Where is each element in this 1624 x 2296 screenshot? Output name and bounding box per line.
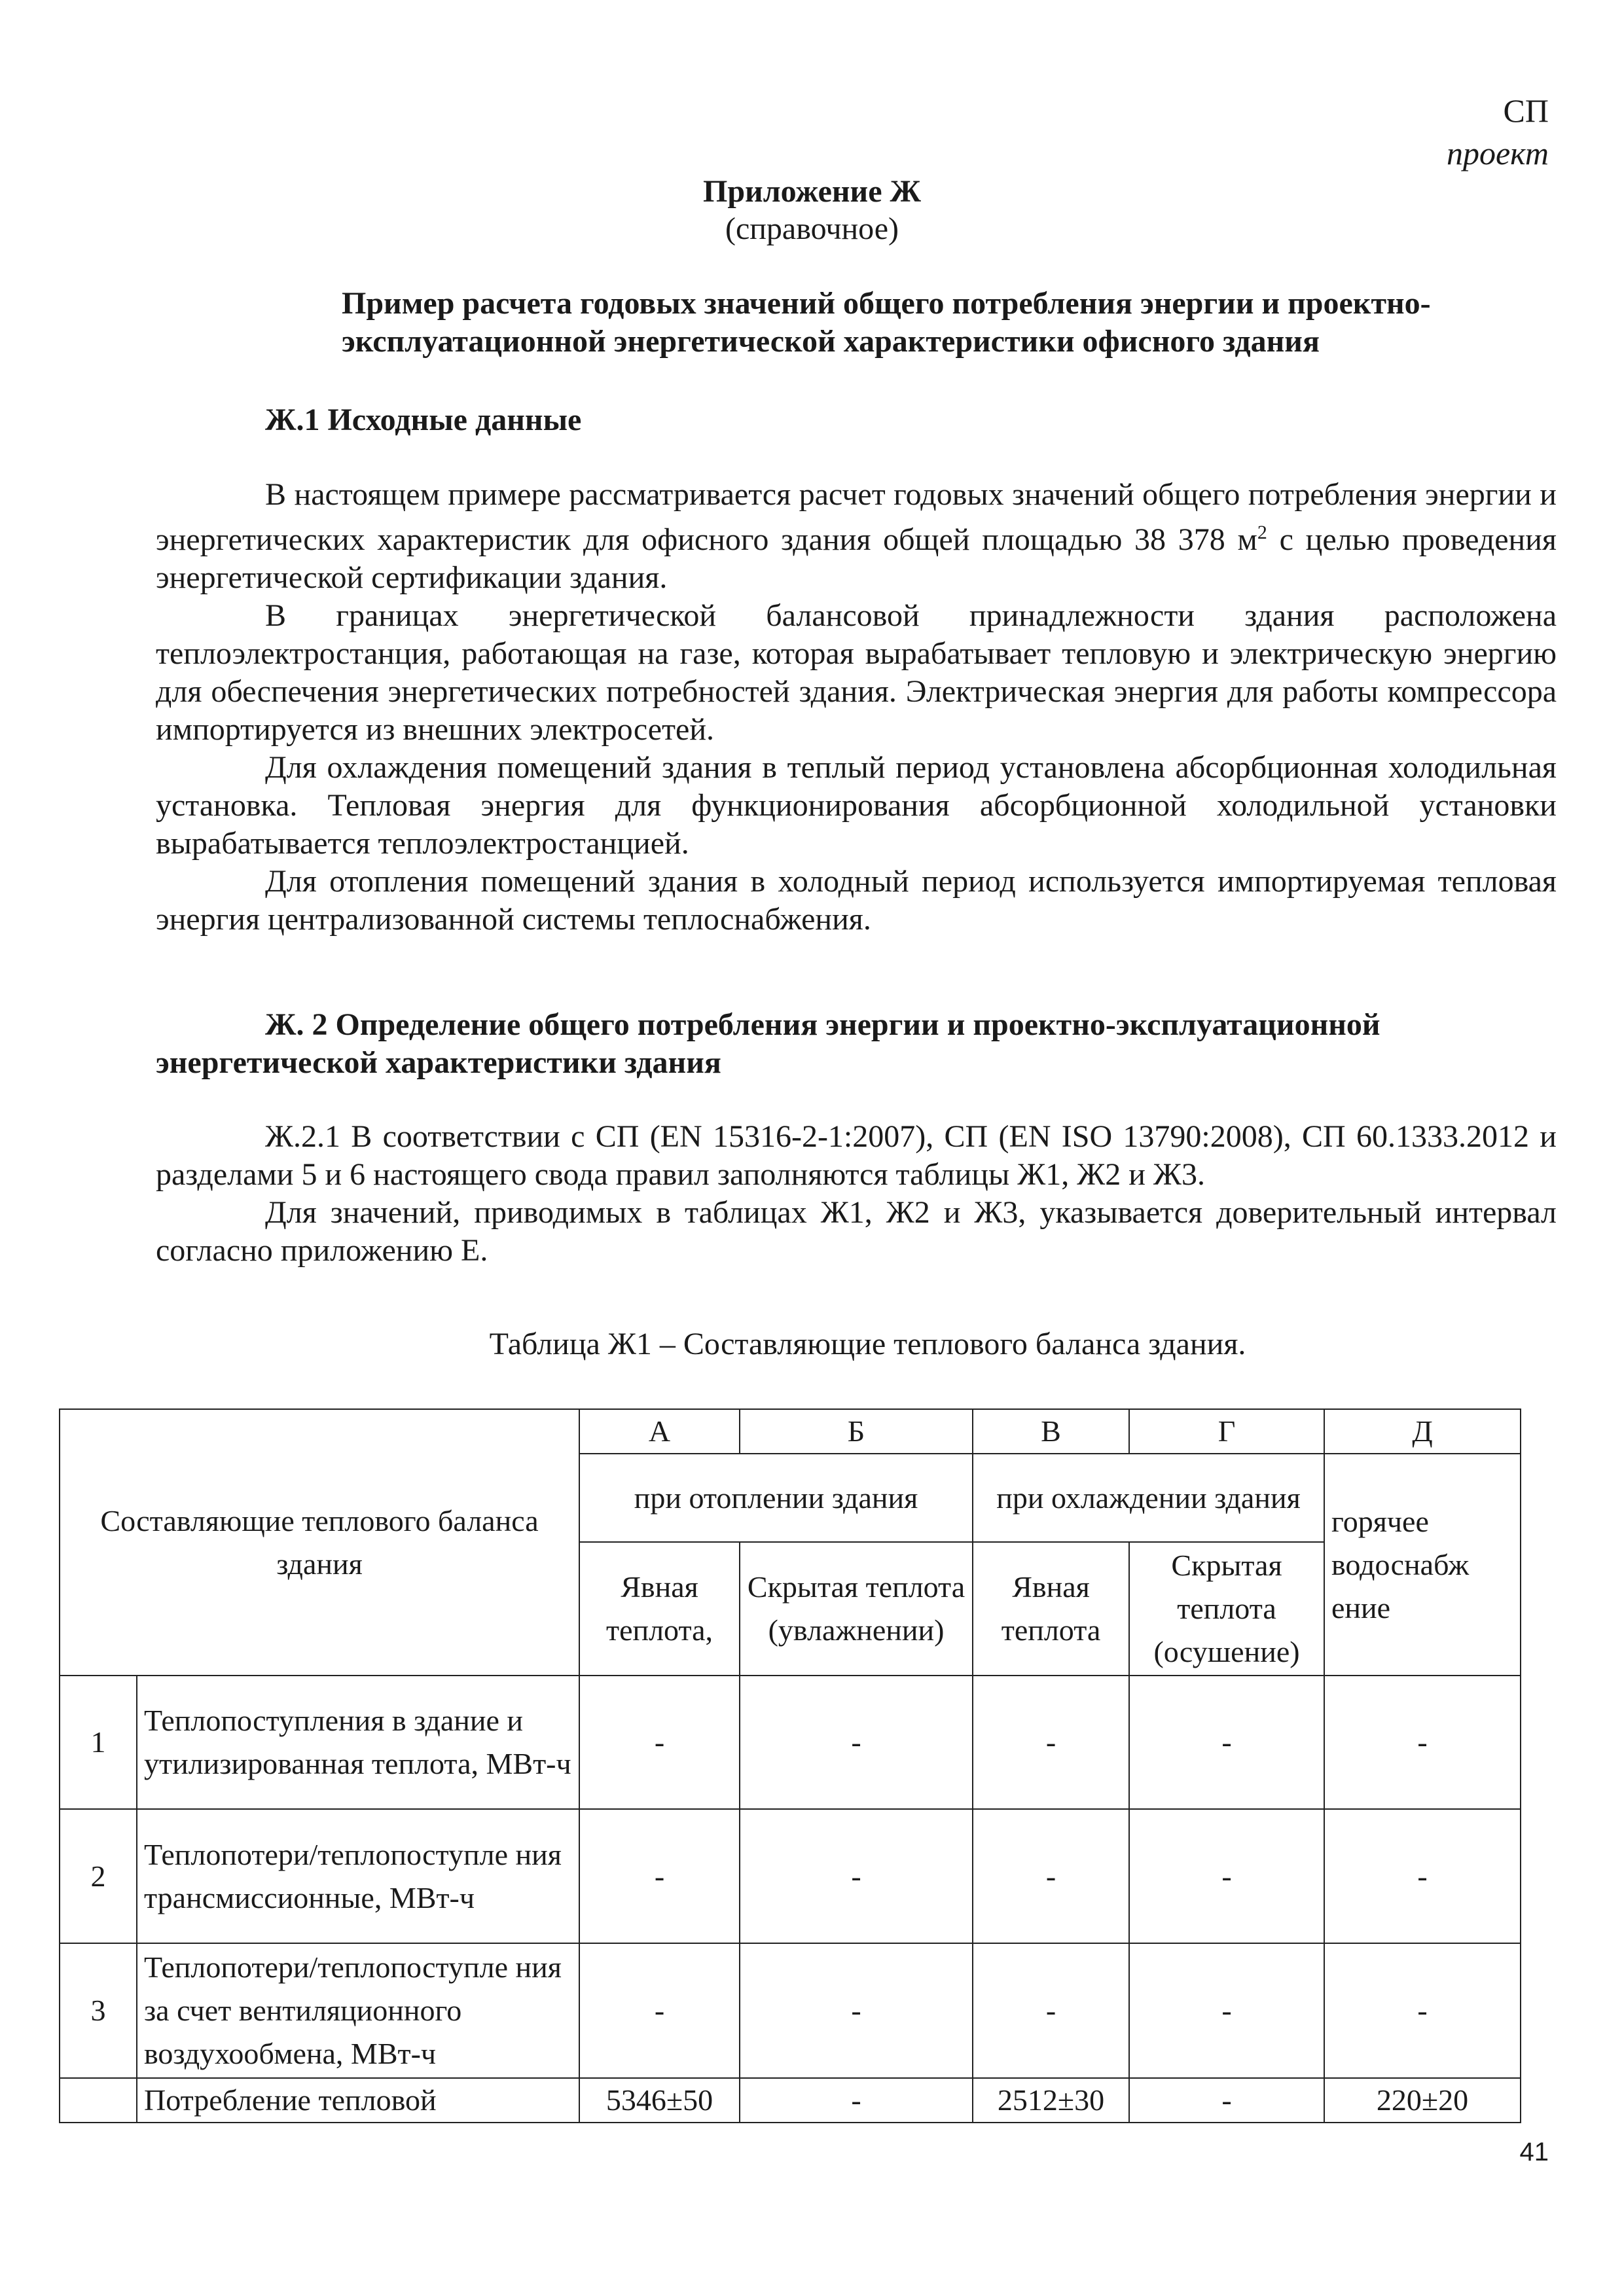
cell: 2512±30 [973, 2078, 1129, 2123]
cell: - [1129, 2078, 1324, 2123]
sub-header: Скрытая теплота (увлажнении) [740, 1542, 973, 1676]
sub-header: Явная теплота [973, 1542, 1129, 1676]
column-letter: Г [1129, 1409, 1324, 1454]
table-header-row [60, 1409, 1521, 1454]
column-letter: Б [740, 1409, 973, 1454]
appendix-subtitle: (справочное) [725, 211, 899, 246]
header-code: СП [1503, 92, 1549, 129]
paragraph: Для значений, приводимых в таблицах Ж1, Ж2 и Ж3, указывается доверительный интервал согласно приложению Е. [156, 1195, 1557, 1268]
table-row [60, 1676, 1521, 1809]
row-label: Теплопотери/теплопоступле ния за счет вентиляционного воздухообмена, МВт-ч [137, 1943, 579, 2078]
cell: - [973, 1809, 1129, 1943]
cell: - [1129, 1676, 1324, 1809]
group-heating: при отоплении здания [579, 1454, 973, 1542]
table-row [60, 1809, 1521, 1943]
paragraph: Ж.2.1 В соответствии с СП (EN 15316-2-1:2007), СП (EN ISO 13790:2008), СП 60.1333.2012 и разделами 5 и 6 настоящего свода правил заполняются таблицы Ж1, Ж2 и Ж3. [156, 1119, 1557, 1192]
cell: - [973, 1943, 1129, 2078]
header-status: проект [1446, 135, 1549, 171]
cell: - [1324, 1809, 1521, 1943]
sub-header: Скрытая теплота (осушение) [1129, 1542, 1324, 1676]
row-number [60, 2078, 137, 2123]
appendix-title: Приложение Ж [703, 174, 921, 209]
group-hot-water: горячее водоснабж ение [1324, 1454, 1521, 1676]
cell: - [579, 1809, 740, 1943]
paragraph [156, 476, 1557, 597]
document-title: Пример расчета годовых значений общего потребления энергии и проектно-эксплуатационной энергетической характеристики офисного здания [342, 286, 1431, 359]
paragraph: Для отопления помещений здания в холодный период используется импортируемая тепловая энергия централизованной системы теплоснабжения. [156, 864, 1557, 937]
row-label: Теплопоступления в здание и утилизированная теплота, МВт-ч [137, 1676, 579, 1809]
table-corner-header: Составляющие теплового баланса здания [60, 1409, 579, 1676]
cell: - [740, 2078, 973, 2123]
cell: - [1324, 1676, 1521, 1809]
section-2-body [156, 1118, 1557, 1270]
sub-header: Явная теплота, [579, 1542, 740, 1676]
cell: - [740, 1943, 973, 2078]
group-cooling: при охлаждении здания [973, 1454, 1324, 1542]
cell: - [1129, 1809, 1324, 1943]
cell: - [579, 1676, 740, 1809]
cell: - [973, 1676, 1129, 1809]
cell: - [740, 1676, 973, 1809]
cell: - [740, 1809, 973, 1943]
heat-balance-table [59, 1408, 1521, 2123]
section-1-heading: Ж.1 Исходные данные [265, 403, 582, 437]
row-label: Теплопотери/теплопоступле ния трансмиссионные, МВт-ч [137, 1809, 579, 1943]
table-caption: Таблица Ж1 – Составляющие теплового баланса здания. [489, 1327, 1246, 1361]
paragraph-text: с целью проведения энергетической сертификации здания. [156, 522, 1557, 595]
page-number: 41 [1519, 2138, 1549, 2166]
paragraph: В границах энергетической балансовой принадлежности здания расположена теплоэлектростанция, работающая на газе, которая вырабатывает тепловую и электрическую энергию для обеспечения энергетических потребностей здания. Электрическая энергия для работы компрессора импортируется из внешних электросетей. [156, 598, 1557, 747]
cell: - [1129, 1943, 1324, 2078]
paragraph-text: В настоящем примере рассматривается расчет годовых значений общего потребления энергии и энергетических характеристик для офисного здания общей площадью 38 378 м [156, 477, 1557, 557]
table-row [60, 1943, 1521, 2078]
paragraph: Для охлаждения помещений здания в теплый период установлена абсорбционная холодильная установка. Тепловая энергия для функционирования абсорбционной холодильной установки вырабатывается теплоэлектростанцией. [156, 750, 1557, 861]
cell: - [579, 1943, 740, 2078]
row-label: Потребление тепловой [137, 2078, 579, 2123]
section-1-body [156, 476, 1557, 939]
superscript: 2 [1257, 522, 1267, 543]
column-letter: А [579, 1409, 740, 1454]
row-number: 3 [60, 1943, 137, 2078]
section-2-heading: Ж. 2 Определение общего потребления энергии и проектно-эксплуатационной энергетической характеристики здания [156, 1007, 1380, 1080]
table-row [60, 2078, 1521, 2123]
column-letter: В [973, 1409, 1129, 1454]
row-number: 2 [60, 1809, 137, 1943]
cell: - [1324, 1943, 1521, 2078]
cell: 220±20 [1324, 2078, 1521, 2123]
cell: 5346±50 [579, 2078, 740, 2123]
row-number: 1 [60, 1676, 137, 1809]
column-letter: Д [1324, 1409, 1521, 1454]
